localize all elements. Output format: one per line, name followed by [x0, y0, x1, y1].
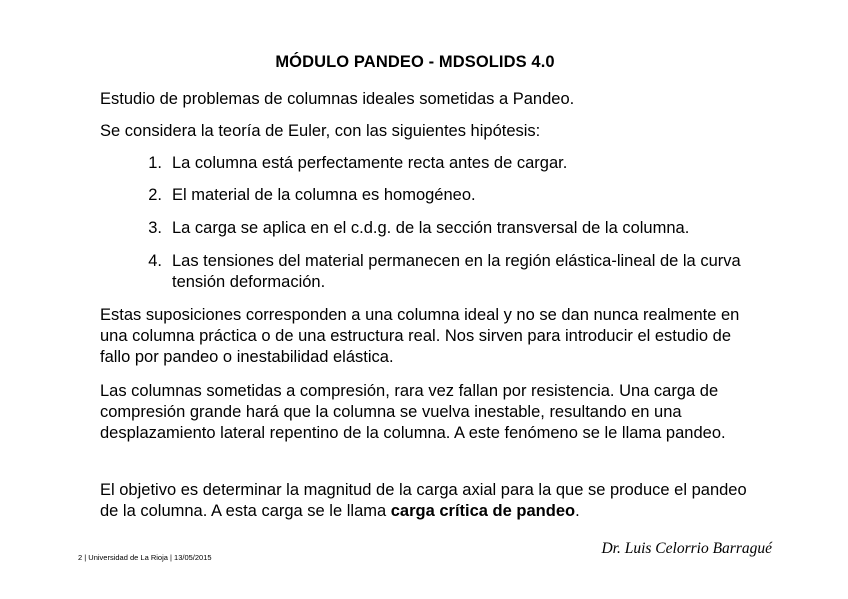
- list-text: La columna está perfectamente recta antes de cargar.: [172, 154, 568, 172]
- list-text: Las tensiones del material permanecen en la región elástica-lineal de la curva tensión deformación.: [172, 252, 741, 291]
- list-number: 1.: [148, 154, 162, 172]
- list-number: 4.: [148, 252, 162, 270]
- author-name: Dr. Luis Celorrio Barragué: [601, 540, 772, 557]
- list-text: El material de la columna es homogéneo.: [172, 186, 476, 204]
- paragraph-objective: [100, 480, 760, 522]
- page-footer: 2 | Universidad de La Rioja | 13/05/2015: [78, 553, 212, 562]
- critical-load-term: carga crítica de pandeo: [390, 502, 576, 520]
- intro-line-2: Se considera la teoría de Euler, con las siguientes hipótesis:: [100, 122, 541, 140]
- paragraph-objective-end: .: [575, 502, 580, 520]
- paragraph-objective-text: El objetivo es determinar la magnitud de la carga axial para la que se produce el pandeo de la columna. A esta carga se le llama: [100, 481, 747, 520]
- list-number: 3.: [148, 219, 162, 237]
- list-text: La carga se aplica en el c.d.g. de la sección transversal de la columna.: [172, 219, 690, 237]
- paragraph-compression: Las columnas sometidas a compresión, rara vez fallan por resistencia. Una carga de compresión grande hará que la columna se vuelva inestable, resultando en una desplazamiento lateral repentino de la columna. A este fenómeno se le llama pandeo.: [100, 382, 726, 442]
- intro-line-1: Estudio de problemas de columnas ideales sometidas a Pandeo.: [100, 90, 575, 108]
- page-title: MÓDULO PANDEO - MDSOLIDS 4.0: [275, 53, 555, 71]
- paragraph-ideal-column: Estas suposiciones corresponden a una columna ideal y no se dan nunca realmente en una columna práctica o de una estructura real. Nos sirven para introducir el estudio de fallo por pandeo o inestabilidad elástica.: [100, 306, 740, 366]
- list-number: 2.: [148, 186, 162, 204]
